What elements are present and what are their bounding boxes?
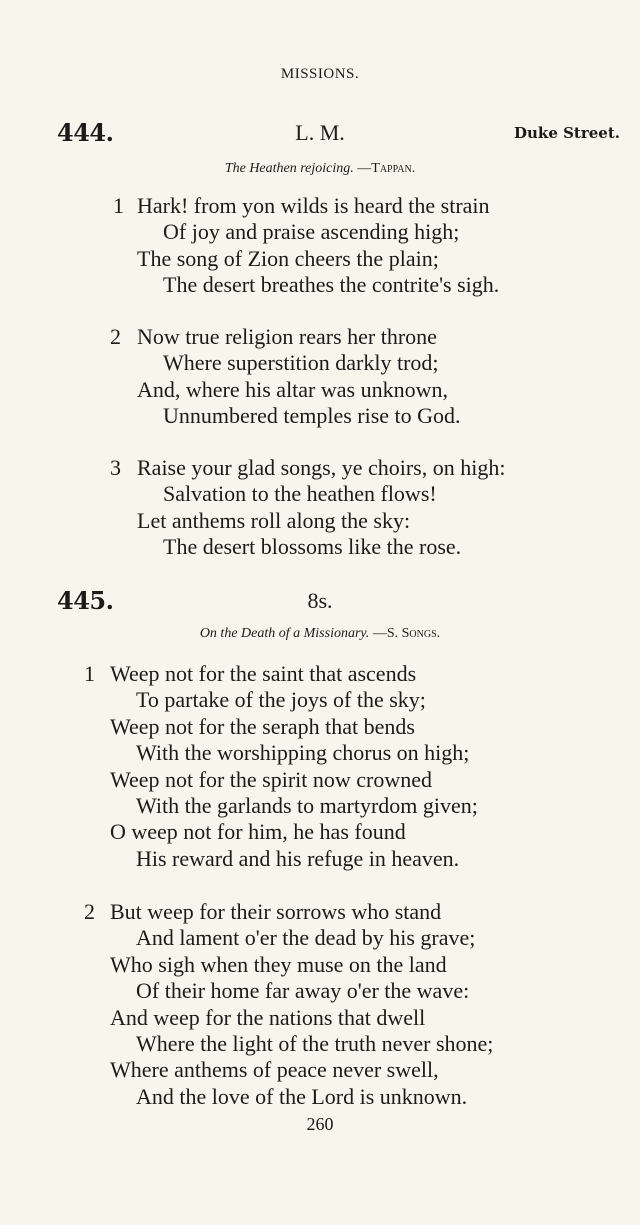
- verse-line-text: Now true religion rears her throne: [137, 324, 437, 349]
- hymn-445-header: [0, 586, 640, 620]
- verse-line-text: With the worshipping chorus on high;: [136, 740, 470, 766]
- stanza-number: 1: [113, 193, 124, 218]
- verse-line-text: Raise your glad songs, ye choirs, on high:: [137, 455, 506, 480]
- verse-line: [0, 403, 640, 429]
- verse-line: [0, 1057, 640, 1083]
- verse-line: [0, 714, 640, 740]
- hymn-444-stanza-2: [0, 324, 640, 430]
- verse-line-text: Where the light of the truth never shone;: [136, 1030, 494, 1056]
- verse-line: [0, 350, 640, 376]
- verse-line-text: And, where his altar was unknown,: [137, 376, 448, 402]
- verse-line: [0, 661, 640, 687]
- verse-line-text: With the garlands to martyrdom given;: [136, 792, 478, 818]
- verse-line: [0, 925, 640, 951]
- verse-line: [0, 377, 640, 403]
- verse-line-text: Unnumbered temples rise to God.: [163, 403, 461, 429]
- verse-line-text: And the love of the Lord is unknown.: [136, 1083, 468, 1109]
- verse-line: [0, 1031, 640, 1057]
- verse-line-text: To partake of the joys of the sky;: [136, 687, 426, 713]
- verse-line-text: Salvation to the heathen flows!: [163, 481, 437, 507]
- verse-line: [0, 246, 640, 272]
- verse-line: [0, 324, 640, 350]
- verse-line-text: Of joy and praise ascending high;: [163, 219, 460, 245]
- stanza-number: 1: [84, 661, 95, 686]
- hymn-444-header: [0, 118, 640, 152]
- verse-line-text: Weep not for the seraph that bends: [110, 713, 415, 739]
- verse-line: [0, 534, 640, 560]
- verse-line: [0, 219, 640, 245]
- verse-line-text: His reward and his refuge in heaven.: [136, 845, 460, 871]
- verse-line: [0, 193, 640, 219]
- verse-line-text: Weep not for the spirit now crowned: [110, 766, 433, 792]
- verse-line-text: The desert breathes the contrite's sigh.: [163, 272, 500, 298]
- verse-line-text: Where superstition darkly trod;: [163, 350, 439, 376]
- verse-line: [0, 793, 640, 819]
- verse-line: [0, 978, 640, 1004]
- verse-line-text: Let anthems roll along the sky:: [137, 507, 411, 533]
- verse-line: [0, 899, 640, 925]
- verse-line-text: The desert blossoms like the rose.: [163, 534, 462, 560]
- verse-line: [0, 767, 640, 793]
- verse-line: [0, 272, 640, 298]
- running-head: MISSIONS.: [280, 66, 360, 82]
- subtitle-title: On the Death of a Missionary.: [199, 626, 370, 641]
- verse-line: [0, 455, 640, 481]
- verse-line-text: But weep for their sorrows who stand: [110, 899, 442, 924]
- verse-line: [0, 508, 640, 534]
- verse-line: [0, 952, 640, 978]
- verse-line: [0, 1005, 640, 1031]
- verse-line: [0, 846, 640, 872]
- page-number: 260: [306, 1114, 334, 1134]
- hymn-444-subtitle: [0, 161, 640, 177]
- stanza-number: 2: [110, 324, 121, 349]
- hymn-meter: 8s.: [307, 588, 333, 613]
- verse-line: [0, 687, 640, 713]
- verse-line-text: Hark! from yon wilds is heard the strain: [137, 193, 490, 218]
- verse-line: [0, 1084, 640, 1110]
- hymn-445-stanza-1: [0, 661, 640, 872]
- hymn-meter: L. M.: [295, 120, 345, 145]
- hymn-444-stanza-1: [0, 193, 640, 299]
- verse-line: [0, 819, 640, 845]
- hymn-445-subtitle: [0, 626, 640, 642]
- verse-line-text: O weep not for him, he has found: [110, 819, 406, 845]
- hymn-445-stanza-2: [0, 899, 640, 1110]
- hymn-number: 444.: [57, 118, 114, 147]
- verse-line: [0, 481, 640, 507]
- verse-line-text: The song of Zion cheers the plain;: [137, 245, 439, 271]
- verse-line-text: Weep not for the saint that ascends: [110, 661, 417, 686]
- verse-line-text: Who sigh when they muse on the land: [110, 951, 447, 977]
- hymn-tune: Duke Street.: [514, 124, 620, 142]
- subtitle-author: —Tappan.: [357, 161, 416, 176]
- hymn-number: 445.: [57, 586, 114, 615]
- verse-line-text: Of their home far away o'er the wave:: [136, 978, 470, 1004]
- verse-line-text: And lament o'er the dead by his grave;: [136, 925, 476, 951]
- verse-line-text: Where anthems of peace never swell,: [110, 1057, 439, 1083]
- verse-line: [0, 740, 640, 766]
- stanza-number: 2: [84, 899, 95, 924]
- subtitle-author: —S. Songs.: [372, 626, 441, 641]
- verse-line-text: And weep for the nations that dwell: [110, 1004, 426, 1030]
- stanza-number: 3: [110, 455, 121, 480]
- hymn-444-stanza-3: [0, 455, 640, 561]
- subtitle-title: The Heathen rejoicing.: [224, 161, 354, 176]
